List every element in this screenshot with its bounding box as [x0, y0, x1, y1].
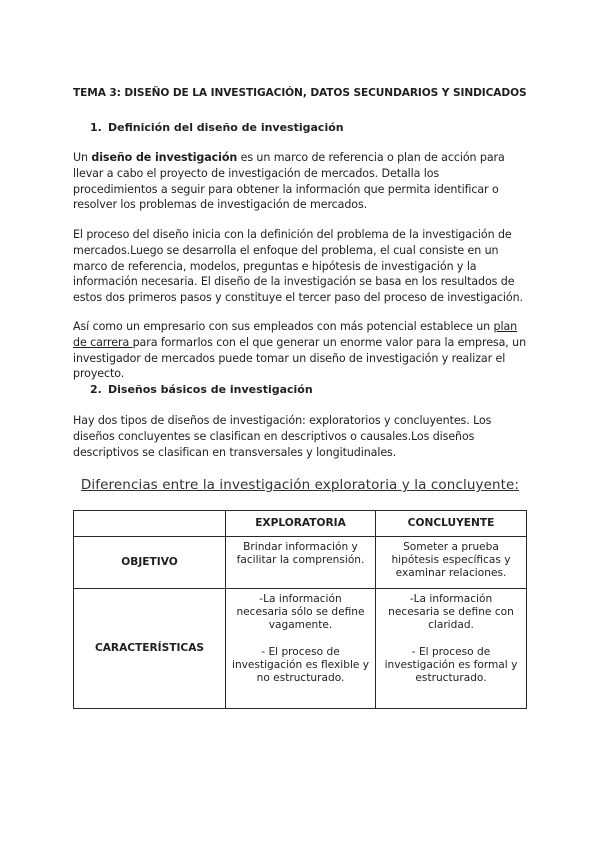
cell-objetivo-exploratoria	[226, 537, 376, 589]
paragraph-line: llevar a cabo el proyecto de investigación de mercados. Detalla los	[73, 166, 440, 180]
table-header-exploratoria: EXPLORATORIA	[226, 511, 376, 537]
paragraph-line	[73, 319, 525, 335]
page-title: TEMA 3: DISEÑO DE LA INVESTIGACIÓN, DATOS SECUNDARIOS Y SINDICADOS	[73, 87, 527, 99]
cell-line: no estructurado.	[256, 672, 345, 685]
cell-line: vagamente.	[268, 619, 333, 632]
cell-line: necesaria sólo se define	[236, 606, 365, 619]
table-row-caracteristicas	[74, 589, 527, 709]
row-label-objetivo: OBJETIVO	[74, 537, 226, 589]
table-header-concluyente: CONCLUYENTE	[376, 511, 527, 537]
cell-line: -La información	[259, 593, 342, 605]
cell-line: - El proceso de	[261, 645, 340, 658]
paragraph-line: investigador de mercados puede tomar un diseño de investigación y realizar el	[73, 351, 506, 365]
cell-line: estructurado.	[415, 672, 487, 685]
paragraph-line: resolver los problemas de investigación de mercados.	[73, 198, 368, 212]
paragraph-line: marco de referencia, modelos, preguntas e hipótesis de investigación y la	[73, 259, 477, 273]
text-span: Así como un empresario con sus empleados con más potencial establece un	[73, 320, 494, 333]
section-2-heading	[90, 383, 313, 396]
career-plan-link-continued[interactable]: de carrera	[73, 335, 133, 349]
cell-line: -La información	[409, 593, 493, 605]
cell-line: hipótesis específicas y	[391, 554, 511, 567]
section-2-title: Diseños básicos de investigación	[108, 383, 313, 396]
paragraph-line	[73, 335, 525, 351]
paragraph-line	[73, 150, 525, 166]
paragraph-line: diseños concluyentes se clasifican en descriptivos o causales.Los diseños	[73, 429, 475, 443]
cell-spacer	[232, 633, 369, 646]
cell-line: Brindar información y	[243, 541, 358, 553]
paragraph-line: El proceso del diseño inicia con la definición del problema de la investigación de	[73, 228, 512, 241]
bold-term: diseño de investigación	[91, 151, 238, 164]
row-label-caracteristicas: CARACTERÍSTICAS	[74, 589, 226, 709]
comparison-table	[73, 510, 527, 709]
text-span: Un	[73, 151, 92, 164]
paragraph-process	[73, 227, 525, 306]
cell-line: facilitar la comprensión.	[236, 554, 365, 567]
text-span: es un marco de referencia o plan de acción para	[237, 151, 505, 164]
cell-caracteristicas-exploratoria	[226, 589, 376, 709]
paragraph-career-plan	[73, 319, 525, 382]
section-1-title: Definición del diseño de investigación	[108, 121, 344, 134]
table-header-row	[74, 511, 527, 537]
paragraph-line: proyecto.	[73, 367, 125, 381]
paragraph-line: descriptivos se clasifican en transversales y longitudinales.	[73, 445, 397, 459]
paragraph-line: procedimientos a seguir para obtener la información que permita identificar o	[73, 182, 499, 196]
paragraph-line: estos dos primeros pasos y constituye el tercer paso del proceso de investigación.	[73, 291, 523, 305]
cell-spacer	[382, 633, 520, 646]
cell-line: investigación es flexible y	[232, 658, 370, 671]
paragraph-design-types	[73, 413, 525, 460]
table-header-empty	[74, 511, 226, 537]
cell-line: claridad.	[428, 619, 474, 632]
paragraph-line: información necesaria. El diseño de la investigación se basa en los resultados de	[73, 275, 515, 289]
section-1-number: 1.	[90, 121, 102, 134]
cell-line: investigación es formal y	[384, 658, 518, 671]
paragraph-line: mercados.Luego se desarrolla el enfoque del problema, el cual consiste en un	[73, 243, 499, 257]
cell-line: examinar relaciones.	[395, 567, 507, 580]
cell-line: necesaria se define con	[388, 606, 514, 619]
cell-line: - El proceso de	[411, 645, 491, 658]
paragraph-definition	[73, 150, 525, 213]
text-span: para formarlos con el que generar un enorme valor para la empresa, un	[132, 335, 527, 349]
cell-objetivo-concluyente	[376, 537, 527, 589]
table-row-objetivo	[74, 537, 527, 589]
career-plan-link[interactable]: plan	[493, 320, 518, 333]
paragraph-line: Hay dos tipos de diseños de investigación: exploratorios y concluyentes. Los	[73, 414, 492, 427]
section-2-number: 2.	[90, 383, 102, 396]
cell-line: Someter a prueba	[403, 541, 499, 553]
cell-caracteristicas-concluyente	[376, 589, 527, 709]
table-title: Diferencias entre la investigación exploratoria y la concluyente:	[80, 477, 520, 493]
section-1-heading	[90, 121, 344, 134]
